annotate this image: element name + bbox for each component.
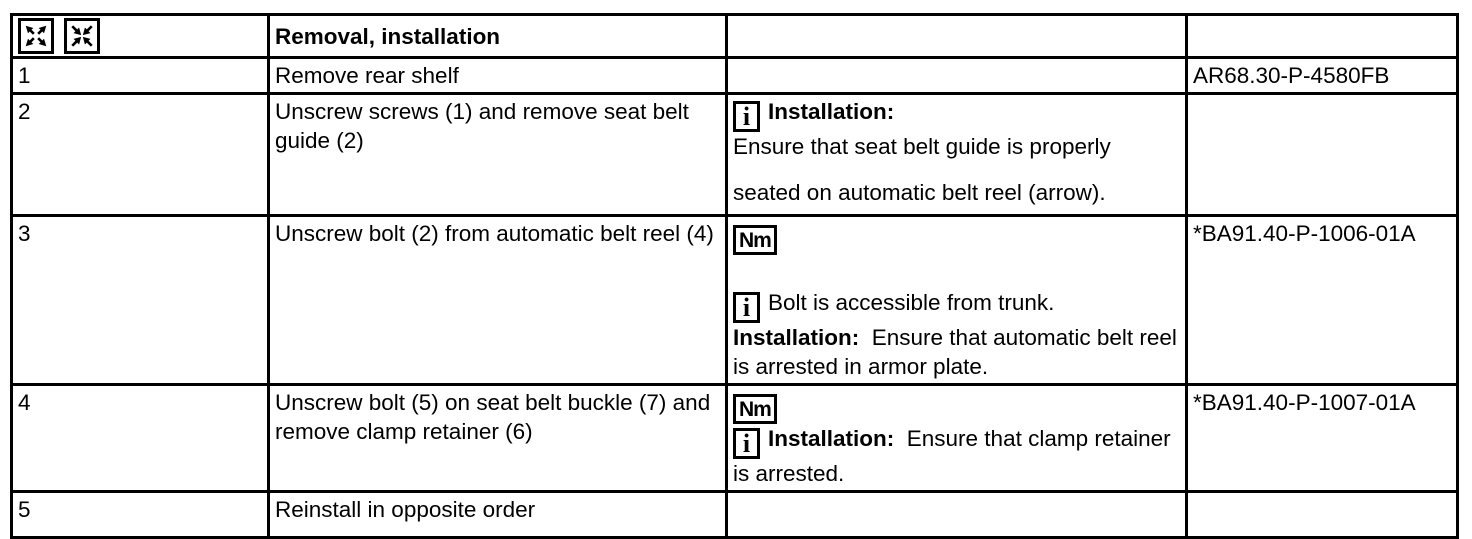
step-number: 3 bbox=[18, 221, 31, 246]
table-row bbox=[12, 216, 1458, 385]
reference-cell bbox=[1187, 58, 1458, 94]
step-number: 4 bbox=[18, 390, 31, 415]
step-cell bbox=[12, 58, 269, 94]
torque-nm-icon: Nm bbox=[733, 225, 777, 255]
note-line bbox=[733, 323, 1184, 381]
notes-cell bbox=[727, 94, 1187, 216]
document-reference-link[interactable]: *BA91.40-P-1007-01A bbox=[1193, 390, 1416, 415]
step-number: 5 bbox=[18, 497, 31, 522]
note-text-bold: Installation: bbox=[768, 426, 895, 451]
header-notes-cell bbox=[727, 15, 1187, 58]
procedure-cell bbox=[269, 492, 727, 538]
note-text-bold: Installation: bbox=[733, 325, 860, 350]
note-text: Ensure that automatic belt reel is arrested in armor plate. bbox=[733, 325, 1184, 379]
reference-cell bbox=[1187, 492, 1458, 538]
step-cell bbox=[12, 94, 269, 216]
table-row bbox=[12, 58, 1458, 94]
note-text: Bolt is accessible from trunk. bbox=[768, 290, 1055, 315]
procedure-table bbox=[10, 13, 1459, 539]
notes-cell bbox=[727, 492, 1187, 538]
header-icons-cell bbox=[12, 15, 269, 58]
note-text: Ensure that seat belt guide is properly bbox=[733, 134, 1111, 159]
table-row bbox=[12, 94, 1458, 216]
step-number: 2 bbox=[18, 99, 31, 124]
info-icon: i bbox=[733, 292, 760, 323]
note-line bbox=[733, 97, 1180, 132]
procedure-cell bbox=[269, 58, 727, 94]
table-row bbox=[12, 385, 1458, 492]
info-icon: i bbox=[733, 428, 760, 459]
notes-cell bbox=[727, 385, 1187, 492]
note-text-bold: Installation: bbox=[768, 99, 895, 124]
document-reference-link[interactable]: *BA91.40-P-1006-01A bbox=[1193, 221, 1416, 246]
procedure-text: Unscrew bolt (2) from automatic belt reel (4) bbox=[275, 221, 714, 246]
note-text: Ensure that clamp retainer is arrested. bbox=[733, 426, 1177, 486]
header-title-cell bbox=[269, 15, 727, 58]
procedure-cell bbox=[269, 216, 727, 385]
note-line bbox=[733, 388, 1180, 424]
step-number: 1 bbox=[18, 63, 31, 88]
procedure-text: Unscrew screws (1) and remove seat belt guide (2) bbox=[275, 99, 689, 153]
note-line bbox=[733, 132, 1180, 161]
procedure-cell bbox=[269, 94, 727, 216]
torque-nm-icon: Nm bbox=[733, 394, 777, 424]
header-reference-cell bbox=[1187, 15, 1458, 58]
note-line bbox=[733, 219, 1180, 255]
reference-cell bbox=[1187, 94, 1458, 216]
step-cell bbox=[12, 385, 269, 492]
note-line bbox=[733, 178, 1180, 207]
procedure-cell bbox=[269, 385, 727, 492]
procedure-text: Remove rear shelf bbox=[275, 63, 459, 88]
header-row bbox=[12, 15, 1458, 58]
step-cell bbox=[12, 492, 269, 538]
info-icon: i bbox=[733, 101, 760, 132]
expand-all-icon[interactable] bbox=[18, 18, 54, 54]
procedure-text: Unscrew bolt (5) on seat belt buckle (7) and remove clamp retainer (6) bbox=[275, 390, 711, 444]
table-title: Removal, installation bbox=[275, 23, 501, 49]
procedure-text: Reinstall in opposite order bbox=[275, 497, 536, 522]
note-line bbox=[733, 288, 1180, 323]
collapse-all-icon[interactable] bbox=[64, 18, 100, 54]
step-cell bbox=[12, 216, 269, 385]
note-line bbox=[733, 424, 1180, 488]
reference-cell bbox=[1187, 216, 1458, 385]
reference-cell bbox=[1187, 385, 1458, 492]
header-icons-group bbox=[18, 18, 262, 54]
notes-cell bbox=[727, 58, 1187, 94]
note-text: seated on automatic belt reel (arrow). bbox=[733, 180, 1106, 205]
table-row bbox=[12, 492, 1458, 538]
document-reference-link[interactable]: AR68.30-P-4580FB bbox=[1193, 63, 1390, 88]
notes-cell bbox=[727, 216, 1187, 385]
